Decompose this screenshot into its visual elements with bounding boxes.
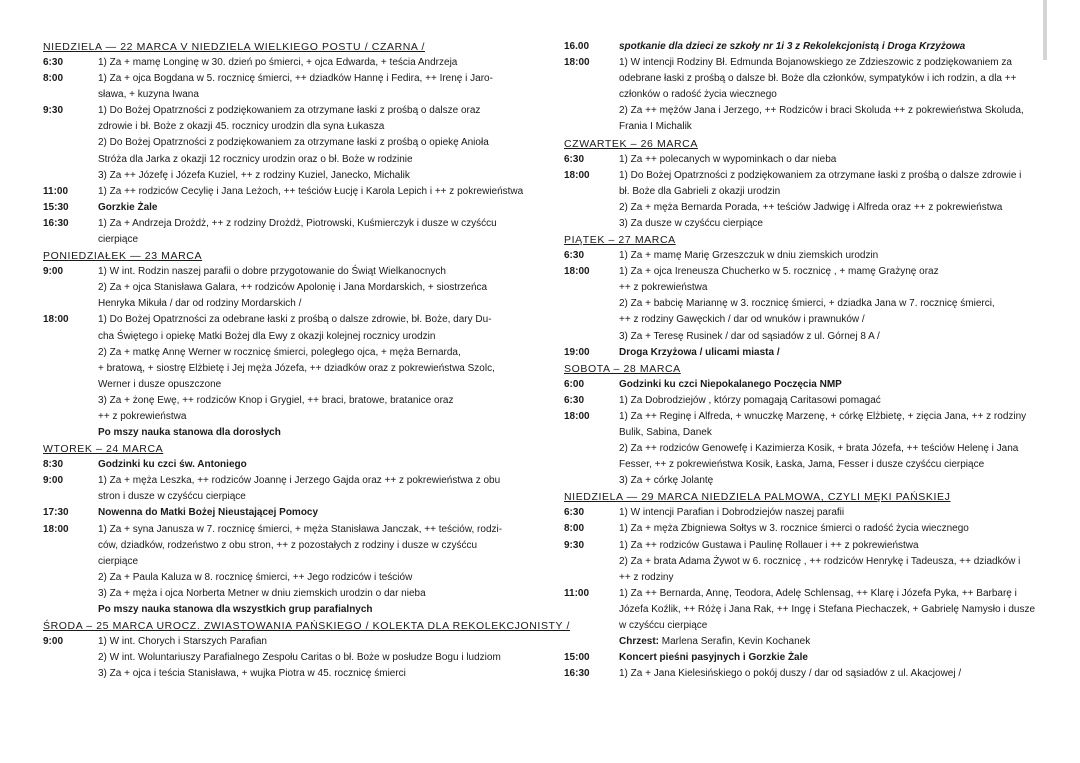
intention-line: 2) Za ++ mężów Jana i Jerzego, ++ Rodziców i braci Skoluda ++ z pokrewieństwa Skoluda, <box>619 105 1024 117</box>
mass-time: 16:30 <box>43 217 69 229</box>
day-header: PIĄTEK – 27 MARCA <box>564 234 676 247</box>
intention-line: Koncert pieśni pasyjnych i Gorzkie Żale <box>619 652 808 664</box>
intention-line: 1) Za + męża Zbigniewa Sołtys w 3. rocznice śmierci o radość życia wiecznego <box>619 523 969 535</box>
mass-entry <box>564 505 1039 521</box>
mass-time: 8:00 <box>564 523 585 535</box>
intention-line: Henryka Mikuła / dar od rodziny Mordarskich / <box>98 298 302 310</box>
mass-entry <box>43 634 513 682</box>
baptism-names: Marlena Serafin, Kevin Kochanek <box>659 636 811 648</box>
intention-line: 1) Za + ojca Bogdana w 5. rocznicę śmierci, ++ dziadków Hannę i Fedira, ++ Irenę i Jaro- <box>98 73 493 85</box>
intention-line: 1) Za Dobrodziejów , którzy pomagają Caritasowi pomagać <box>619 394 881 406</box>
intention-line: 3) Za + Teresę Rusinek / dar od sąsiadów z ul. Górnej 8 A / <box>619 330 880 342</box>
intention-line: cierpiące <box>98 555 139 567</box>
mass-time: 9:00 <box>43 636 64 648</box>
intention-line: 1) Za + Andrzeja Drożdż, ++ z rodziny Drożdż, Piotrowski, Kuśmierczyk i dusze w czyśćcu <box>98 217 497 229</box>
day-header: CZWARTEK – 26 MARCA <box>564 137 698 150</box>
mass-time: 18:00 <box>43 523 69 535</box>
mass-intentions <box>98 184 523 200</box>
intention-line: 1) Za + męża Leszka, ++ rodziców Joannę i Jerzego Gajda oraz ++ z pokrewieństwa z obu <box>98 475 501 487</box>
mass-time: 15:30 <box>43 201 69 213</box>
intention-line: 2) Za + Paula Kaluza w 8. rocznicę śmierci, ++ Jego rodziców i teściów <box>98 571 413 583</box>
day-header: PONIEDZIAŁEK — 23 MARCA <box>43 250 203 263</box>
mass-time: 6:30 <box>564 153 585 165</box>
intention-line: spotkanie dla dzieci ze szkoły nr 1i 3 z Rekolekcjonistą i Droga Krzyżowa <box>619 41 966 52</box>
intention-line: 2) Do Bożej Opatrzności z podziękowaniem za otrzymane łaski z prośbą o opiekę Anioła <box>98 137 489 149</box>
mass-time: 17:30 <box>43 507 69 519</box>
mass-time: 11:00 <box>43 185 69 197</box>
intention-line: 1) Za + syna Janusza w 7. rocznicę śmierci, + męża Stanisława Janczak, ++ teściów, rodzi- <box>98 523 503 535</box>
intention-line: członków o radość życia wiecznego <box>619 89 777 101</box>
mass-intentions <box>619 409 1039 489</box>
intention-line: 3) Za ++ Józefę i Józefa Kuziel, ++ z rodziny Kuziel, Janecko, Michalik <box>98 169 410 181</box>
mass-intentions <box>619 586 1039 650</box>
mass-intentions <box>619 152 1039 168</box>
mass-time: 9:30 <box>43 105 64 117</box>
intention-line: 1) Za + Jana Kielesińskiego o pokój duszy / dar od sąsiadów z ul. Akacjowej / <box>619 668 962 680</box>
mass-entry <box>564 345 1039 361</box>
mass-time: 18:00 <box>43 314 69 326</box>
mass-time: 6:00 <box>564 378 585 390</box>
mass-entry <box>564 586 1039 650</box>
intention-line: odebrane łaski z prośbą o dalsze bł. Boże dla członków, sympatyków i ich rodzin, a dla ++ <box>619 73 1017 85</box>
right-column <box>564 39 1039 682</box>
mass-time: 6:30 <box>564 394 585 406</box>
mass-time: 6:30 <box>564 250 585 262</box>
intention-line: 3) Za + ojca i teścia Stanisława, + wujka Piotra w 45. rocznicę śmierci <box>98 668 406 680</box>
intention-line: stron i dusze w czyśćcu cierpiące <box>98 491 246 503</box>
day-section <box>564 232 1039 361</box>
mass-entry <box>564 409 1039 489</box>
day-header: WTOREK – 24 MARCA <box>43 443 164 456</box>
intention-line: ++ z pokrewieństwa <box>619 282 708 294</box>
day-section <box>43 248 513 441</box>
mass-intentions <box>98 312 513 441</box>
intention-line: w czyśćcu cierpiące <box>619 620 708 631</box>
mass-time: 9:30 <box>564 539 585 551</box>
intention-line: 2) Za + matkę Annę Werner w rocznicę śmierci, poległego ojca, + męża Bernarda, <box>98 346 461 358</box>
mass-entry <box>564 264 1039 344</box>
mass-entry <box>43 505 513 521</box>
mass-intentions <box>619 55 1039 135</box>
intention-line: 1) Za ++ polecanych w wypominkach o dar nieba <box>619 153 837 165</box>
intention-line: cha Świętego i opiekę Matki Bożej dla Ewy z okazji kolejnej rocznicy urodzin <box>98 330 436 342</box>
intention-line: Godzinki ku czci św. Antoniego <box>98 459 247 471</box>
mass-entry <box>43 216 513 248</box>
day-section <box>43 441 513 618</box>
intention-line: 2) Za + babcię Mariannę w 3. rocznicę śmierci, + dziadka Jana w 7. rocznicę śmierci, <box>619 298 995 310</box>
day-section <box>564 489 1039 682</box>
baptism-line <box>619 634 1039 650</box>
intention-line: 3) Za + męża i ojca Norberta Metner w dniu ziemskich urodzin o dar nieba <box>98 587 426 599</box>
day-header: NIEDZIELA — 22 MARCA V NIEDZIELA WIELKIEGO POSTU / CZARNA / <box>43 41 425 53</box>
mass-intentions <box>98 634 513 682</box>
intention-line: ++ z rodziny Gawęckich / dar od wnuków i prawnuków / <box>619 314 865 326</box>
mass-entry <box>564 152 1039 168</box>
intention-line: Stróża dla Jarka z okazji 12 rocznicy urodzin oraz o bł. Boże w rodzinie <box>98 153 413 165</box>
intention-line: 1) Do Bożej Opatrzności z podziękowaniem za otrzymane łaski z prośbą o dalsze oraz <box>98 105 481 117</box>
mass-time: 9:00 <box>43 266 64 278</box>
mass-entry <box>43 103 513 183</box>
intention-line: Werner i dusze opuszczone <box>98 378 222 390</box>
mass-intentions <box>98 264 513 312</box>
mass-time: 8:00 <box>43 73 64 85</box>
day-section <box>43 618 571 682</box>
intention-line: 3) Za + żonę Ewę, ++ rodziców Knop i Grygiel, ++ braci, bratowe, bratanice oraz <box>98 394 454 406</box>
mass-intentions <box>619 538 1039 586</box>
mass-time: 8:30 <box>43 459 64 471</box>
mass-intentions <box>619 393 1039 409</box>
mass-time: 18:00 <box>564 169 590 181</box>
mass-time: 18:00 <box>564 266 590 278</box>
mass-entry <box>564 393 1039 409</box>
intention-line: 3) Za dusze w czyśćcu cierpiące <box>619 217 763 229</box>
intention-line: Bulik, Sabina, Danek <box>619 426 712 438</box>
intention-line: 1) Za ++ rodziców Gustawa i Paulinę Rollauer i ++ z pokrewieństwa <box>619 539 919 551</box>
mass-time: 6:30 <box>564 507 585 519</box>
day-header: ŚRODA – 25 MARCA UROCZ. ZWIASTOWANIA PAŃSKIEGO / KOLEKTA DLA REKOLEKCJONISTY / <box>43 620 571 633</box>
mass-time: 11:00 <box>564 587 590 599</box>
mass-time: 9:00 <box>43 475 64 487</box>
mass-entry <box>564 377 1039 393</box>
mass-intentions <box>98 103 513 183</box>
intention-line: 1) Za + mamę Longinę w 30. dzień po śmierci, + ojca Edwarda, + teścia Andrzeja <box>98 57 458 68</box>
mass-intentions <box>98 505 513 521</box>
mass-intentions <box>98 216 513 248</box>
mass-intentions <box>619 521 1039 537</box>
left-column <box>43 39 571 682</box>
intention-line: cierpiące <box>98 234 139 246</box>
mass-entry <box>43 312 513 441</box>
intention-line: Frania I Michalik <box>619 121 692 133</box>
intention-line: Po mszy nauka stanowa dla dorosłych <box>98 427 281 439</box>
intention-line: 1) Do Bożej Opatrzności za odebrane łaski z prośbą o dalsze zdrowie, bł. Boże, dary Du- <box>98 314 492 326</box>
intention-line: 2) Za ++ rodziców Genowefę i Kazimierza Kosik, + brata Józefa, ++ teściów Helenę i Jana <box>619 443 1019 455</box>
mass-intentions <box>98 200 513 216</box>
day-header: NIEDZIELA — 29 MARCA NIEDZIELA PALMOWA, CZYLI MĘKI PAŃSKIEJ <box>564 491 951 504</box>
mass-time: 15:00 <box>564 652 590 664</box>
intention-line: Józefa Koźlik, ++ Różę i Jana Rak, ++ Ingę i Stefana Piechaczek, + Gabrielę Namysło i dusze <box>619 603 1036 615</box>
intention-line: ++ z pokrewieństwa <box>98 410 187 422</box>
day-section <box>43 39 524 248</box>
mass-entry <box>564 538 1039 586</box>
mass-intentions <box>98 55 513 71</box>
intention-line: 1) Za ++ rodziców Cecylię i Jana Leżoch, ++ teściów Łucję i Karola Lepich i ++ z pokrewieństwa <box>98 185 524 197</box>
mass-entry <box>43 457 513 473</box>
day-section <box>564 361 1039 490</box>
mass-time: 6:30 <box>43 57 64 68</box>
mass-entry <box>43 264 513 312</box>
mass-intentions <box>98 473 513 505</box>
intention-line: zdrowie i bł. Boże z okazji 45. rocznicy urodzin dla syna Łukasza <box>98 121 385 133</box>
mass-intentions <box>619 505 1039 521</box>
mass-entry <box>43 473 513 505</box>
intention-line: 1) Za ++ Reginę i Alfreda, + wnuczkę Marzenę, + córkę Elżbietę, + zięcia Jana, ++ z rodziny <box>619 410 1027 422</box>
intention-line: sława, + kuzyna Iwana <box>98 89 199 101</box>
intention-line: 1) Do Bożej Opatrzności z podziękowaniem za otrzymane łaski z prośbą o dalsze zdrowie i <box>619 169 1022 181</box>
intention-line: + bratową, + siostrę Elżbietę i Jej męża Józefa, ++ dziadków oraz z pokrewieństwa Szolc, <box>98 362 495 374</box>
day-section <box>564 136 1039 232</box>
mass-intentions <box>619 345 1039 361</box>
mass-time: 18:00 <box>564 410 590 422</box>
intention-line: 1) W intencji Rodziny Bł. Edmunda Bojanowskiego ze Zdzieszowic z podziękowaniem za <box>619 57 1012 69</box>
intention-line: ++ z rodziny <box>619 571 674 583</box>
intention-line: 1) W int. Rodzin naszej parafii o dobre przygotowanie do Świąt Wielkanocnych <box>98 266 446 278</box>
intention-line: 2) Za + ojca Stanisława Galara, ++ rodziców Apolonię i Jana Mordarskich, + siostrzeńca <box>98 282 488 294</box>
intention-line: 1) Za ++ Bernarda, Annę, Teodora, Adelę Schlensag, ++ Klarę i Józefa Pyka, ++ Barbarę i <box>619 587 1017 599</box>
mass-entry <box>564 521 1039 537</box>
intention-line: 3) Za + córkę Jolantę <box>619 475 714 487</box>
mass-intentions <box>98 522 513 619</box>
mass-entry <box>43 522 513 619</box>
intention-line: 2) Za + brata Adama Żywot w 6. rocznicę , ++ rodziców Henrykę i Tadeusza, ++ dziadków i <box>619 555 1021 567</box>
mass-intentions <box>619 39 1039 55</box>
mass-intentions <box>619 168 1039 232</box>
scrollbar[interactable] <box>1043 0 1047 60</box>
mass-entry <box>43 184 524 200</box>
intention-line: Fesser, ++ z pokrewieństwa Kosik, Łaska, Jama, Fesser i dusze czyśćcu cierpiące <box>619 459 985 471</box>
intention-line: 1) Za + mamę Marię Grzeszczuk w dniu ziemskich urodzin <box>619 250 879 262</box>
mass-entry <box>564 55 1039 135</box>
day-header: SOBOTA – 28 MARCA <box>564 362 681 375</box>
intention-line: Nowenna do Matki Bożej Nieustającej Pomocy <box>98 507 319 519</box>
intention-line: Gorzkie Żale <box>98 201 158 213</box>
mass-entry <box>43 200 513 216</box>
intention-line: Godzinki ku czci Niepokalanego Poczęcia NMP <box>619 378 842 390</box>
mass-entry <box>564 650 1039 666</box>
mass-time: 16:30 <box>564 668 590 680</box>
day-section <box>564 39 1039 136</box>
mass-entry <box>564 168 1039 232</box>
mass-intentions <box>619 377 1039 393</box>
mass-time: 18:00 <box>564 57 590 69</box>
intention-line: bł. Boże dla Gabrieli z okazji urodzin <box>619 185 781 197</box>
mass-intentions <box>619 248 1039 264</box>
mass-intentions <box>619 264 1039 344</box>
mass-entry <box>564 39 1039 55</box>
mass-time: 16.00 <box>564 41 590 52</box>
mass-entry <box>43 55 513 71</box>
intention-line: 1) W int. Chorych i Starszych Parafian <box>98 636 267 648</box>
mass-time: 19:00 <box>564 346 590 358</box>
mass-intentions <box>619 666 1039 682</box>
intention-line: ców, dziadków, rodzeństwo z obu stron, ++ z pozostałych z rodziny i dusze w czyśćcu <box>98 539 478 551</box>
intention-line: 2) Za + męża Bernarda Porada, ++ teściów Jadwigę i Alfreda oraz ++ z pokrewieństwa <box>619 201 1003 213</box>
intention-line: 2) W int. Woluntariuszy Parafialnego Zespołu Caritas o bł. Boże w posłudze Bogu i ludziom <box>98 652 501 664</box>
mass-entry <box>564 248 1039 264</box>
intention-line: Droga Krzyżowa / ulicami miasta / <box>619 346 780 358</box>
mass-entry <box>564 666 1039 682</box>
mass-intentions <box>619 650 1039 666</box>
mass-entry <box>43 71 513 103</box>
mass-intentions <box>98 457 513 473</box>
intention-line: 1) Za + ojca Ireneusza Chucherko w 5. rocznicę , + mamę Grażynę oraz <box>619 266 939 278</box>
intention-line: Po mszy nauka stanowa dla wszystkich grup parafialnych <box>98 604 373 615</box>
mass-intentions <box>98 71 513 103</box>
intention-line: 1) W intencji Parafian i Dobrodziejów naszej parafii <box>619 507 845 519</box>
baptism-label: Chrzest: <box>619 636 660 648</box>
